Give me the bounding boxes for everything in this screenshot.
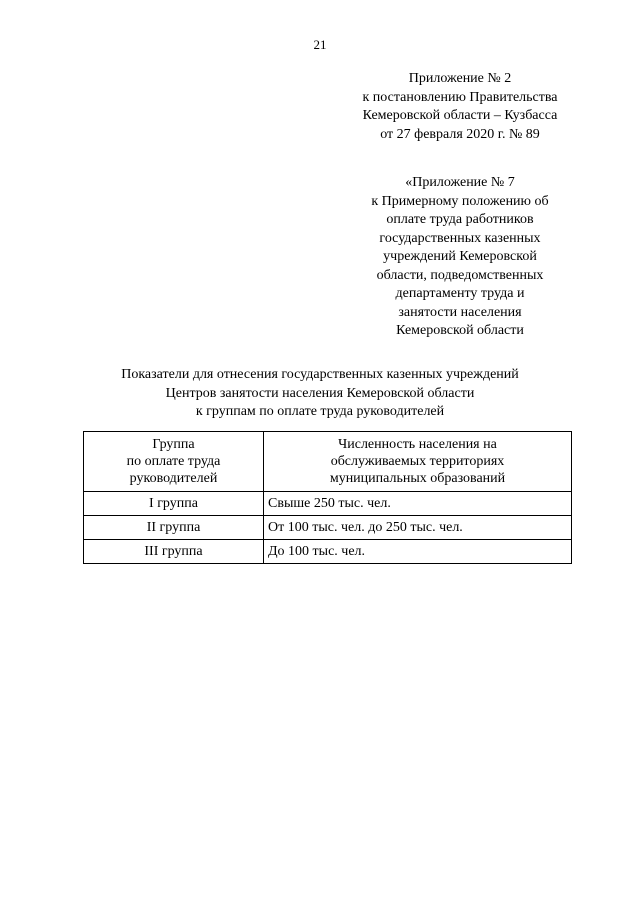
quoted-appendix-line: департаменту труда и <box>395 286 525 301</box>
quoted-appendix-line: к Примерному положению об <box>371 193 549 209</box>
quoted-appendix-line: оплате труда работников <box>386 212 534 227</box>
groups-table <box>83 431 572 564</box>
quoted-appendix-line: занятости населения <box>398 304 522 320</box>
heading-line: Показатели для отнесения государственных казенных учреждений <box>121 367 519 382</box>
population-cell: До 100 тыс. чел. <box>264 540 572 564</box>
header-line: Группа <box>152 437 195 452</box>
table-row <box>84 540 572 564</box>
quoted-appendix-line: государственных казенных <box>379 230 541 246</box>
population-column-header <box>264 432 572 492</box>
header-line: руководителей <box>129 471 218 486</box>
table-row <box>84 492 572 516</box>
quoted-appendix-line: «Приложение № 7 <box>405 175 515 190</box>
header-line: обслуживаемых территориях <box>330 454 505 469</box>
quoted-appendix-line: учреждений Кемеровской <box>383 249 537 264</box>
group-column-header <box>84 432 264 492</box>
appendix-line: от 27 февраля 2020 г. № 89 <box>380 126 540 142</box>
group-cell: I группа <box>84 492 264 516</box>
header-line: по оплате труда <box>126 454 221 469</box>
quoted-appendix-line: Кемеровской области <box>396 323 524 338</box>
heading-line: Центров занятости населения Кемеровской области <box>165 385 475 401</box>
appendix-reference <box>340 70 580 144</box>
appendix-line: Приложение № 2 <box>408 71 512 86</box>
document-heading <box>0 366 640 422</box>
quoted-appendix-reference <box>340 174 580 341</box>
table-header-row <box>84 432 572 492</box>
population-cell: Свыше 250 тыс. чел. <box>264 492 572 516</box>
group-cell: III группа <box>84 540 264 564</box>
quoted-appendix-line: области, подведомственных <box>376 267 544 283</box>
table-row <box>84 516 572 540</box>
group-cell: II группа <box>84 516 264 540</box>
header-line: муниципальных образований <box>329 471 506 486</box>
appendix-line: к постановлению Правительства <box>362 89 558 105</box>
page-number: 21 <box>313 37 327 52</box>
heading-line: к группам по оплате труда руководителей <box>195 404 445 419</box>
population-cell: От 100 тыс. чел. до 250 тыс. чел. <box>264 516 572 540</box>
header-line: Численность населения на <box>338 437 497 452</box>
appendix-line: Кемеровской области – Кузбасса <box>362 108 558 123</box>
